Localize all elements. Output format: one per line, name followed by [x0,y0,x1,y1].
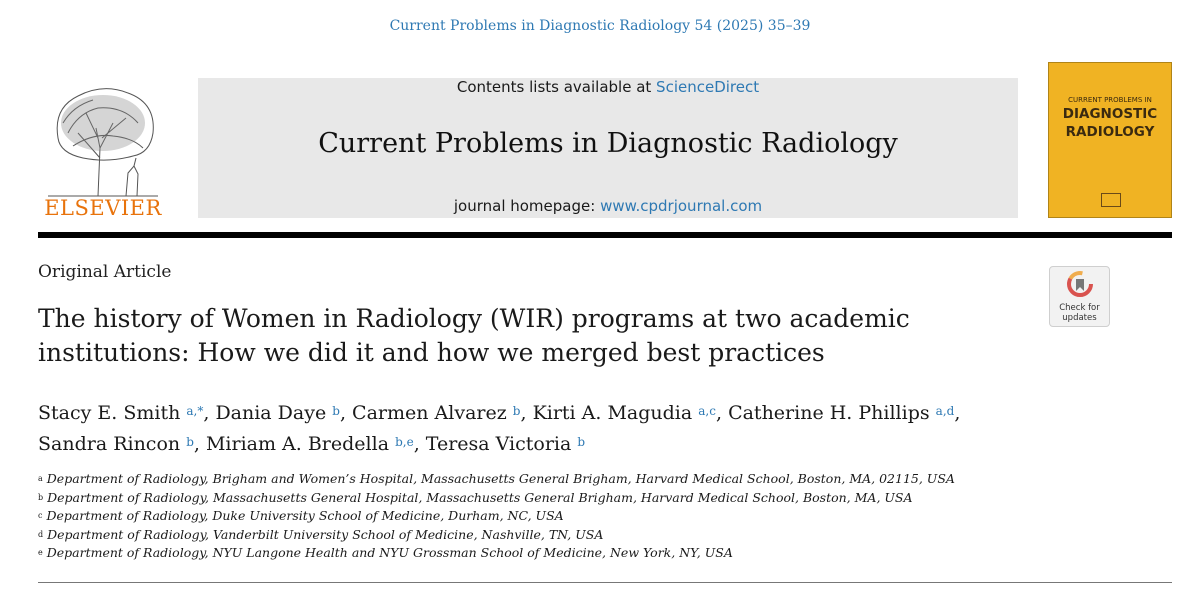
title-line2: institutions: How we did it and how we merged best practices [38,338,825,367]
author-affil-link[interactable]: b,e [395,435,414,449]
elsevier-wordmark: ELSEVIER [44,196,162,220]
author-list [38,398,1038,460]
affiliation-key: a [38,474,43,483]
author-affil-link[interactable]: a,d [935,404,955,418]
contents-line [198,78,1018,96]
author [215,402,352,424]
author-name[interactable]: Sandra Rincon [38,433,181,455]
journal-cover-image[interactable] [1048,62,1172,218]
journal-banner [198,78,1018,218]
author-name[interactable]: Carmen Alvarez [352,402,507,424]
affiliation-text: Department of Radiology, Vanderbilt University School of Medicine, Nashville, TN, USA [47,526,604,542]
author-sep: , [715,402,729,424]
author [426,433,585,455]
author [38,433,206,455]
affiliation-key: d [38,529,44,539]
author-sep: , [413,433,426,455]
article-title [38,302,1018,370]
author [206,433,426,455]
affiliation-item [38,507,1138,526]
journal-citation[interactable]: Current Problems in Diagnostic Radiology 54 (2025) 35–39 [389,18,811,34]
cover-title [1049,105,1171,141]
sciencedirect-link[interactable]: ScienceDirect [656,78,760,96]
author [728,402,960,424]
cover-line2: DIAGNOSTIC [1062,106,1158,122]
author-sep: , [339,402,353,424]
affiliation-key: c [38,511,43,520]
author-name[interactable]: Kirti A. Magudia [532,402,693,424]
check-for-updates-button[interactable] [1049,266,1110,327]
cover-line3: RADIOLOGY [1065,124,1155,140]
affiliation-text: Department of Radiology, Duke University School of Medicine, Durham, NC, USA [46,508,564,523]
author [352,402,533,424]
author-name[interactable]: Miriam A. Bredella [205,433,390,455]
check-line2: updates [1062,313,1097,323]
journal-title: Current Problems in Diagnostic Radiology [318,128,898,159]
affiliation-text: Department of Radiology, NYU Langone Health and NYU Grossman School of Medicine, New York, NY, USA [46,545,733,560]
affiliation-item [38,544,1138,563]
footer-divider [38,582,1172,583]
author-affil-link[interactable]: b [512,404,521,418]
check-line1: Check for [1059,303,1100,313]
affiliation-item [38,489,1138,508]
check-for-updates-icon [1067,271,1093,301]
author-sep: , [954,402,961,424]
author-affil-link[interactable]: a,c [698,404,716,418]
author-name[interactable]: Catherine H. Phillips [728,402,930,424]
author [38,402,215,424]
article-type: Original Article [38,262,172,282]
author-affil-link[interactable]: a,* [186,404,204,418]
author-name[interactable]: Dania Daye [215,402,327,424]
cover-line1: CURRENT PROBLEMS IN [1068,96,1152,104]
author-sep: , [203,402,216,424]
affiliation-text: Department of Radiology, Brigham and Women’s Hospital, Massachusetts General Brigham, Harvard Medical School, Boston, MA, 02115, USA [46,471,955,486]
author [533,402,729,424]
affiliation-text: Department of Radiology, Massachusetts General Hospital, Massachusetts General Brigham, Harvard Medical School, Boston, MA, USA [47,489,913,505]
check-for-updates-label [1050,303,1109,323]
author-sep: , [193,433,206,455]
contents-prefix: Contents lists available at [456,78,657,96]
title-line1: The history of Women in Radiology (WIR) programs at two academic [38,304,910,333]
journal-homepage-link[interactable]: www.cpdrjournal.com [600,197,763,215]
affiliation-item [38,526,1138,545]
affiliation-item [38,470,1138,489]
homepage-prefix: journal homepage: [453,197,601,215]
affiliation-key: b [38,492,44,502]
affiliation-key: e [38,548,43,557]
header-divider [38,232,1172,238]
author-name[interactable]: Teresa Victoria [425,433,572,455]
author-affil-link[interactable]: b [332,404,340,418]
homepage-line [198,197,1018,215]
cover-publisher-icon [1101,193,1121,207]
author-sep: , [520,402,533,424]
author-affil-link[interactable]: b [577,435,586,449]
author-affil-link[interactable]: b [186,435,194,449]
author-name[interactable]: Stacy E. Smith [38,402,181,424]
affiliation-list [38,470,1138,563]
